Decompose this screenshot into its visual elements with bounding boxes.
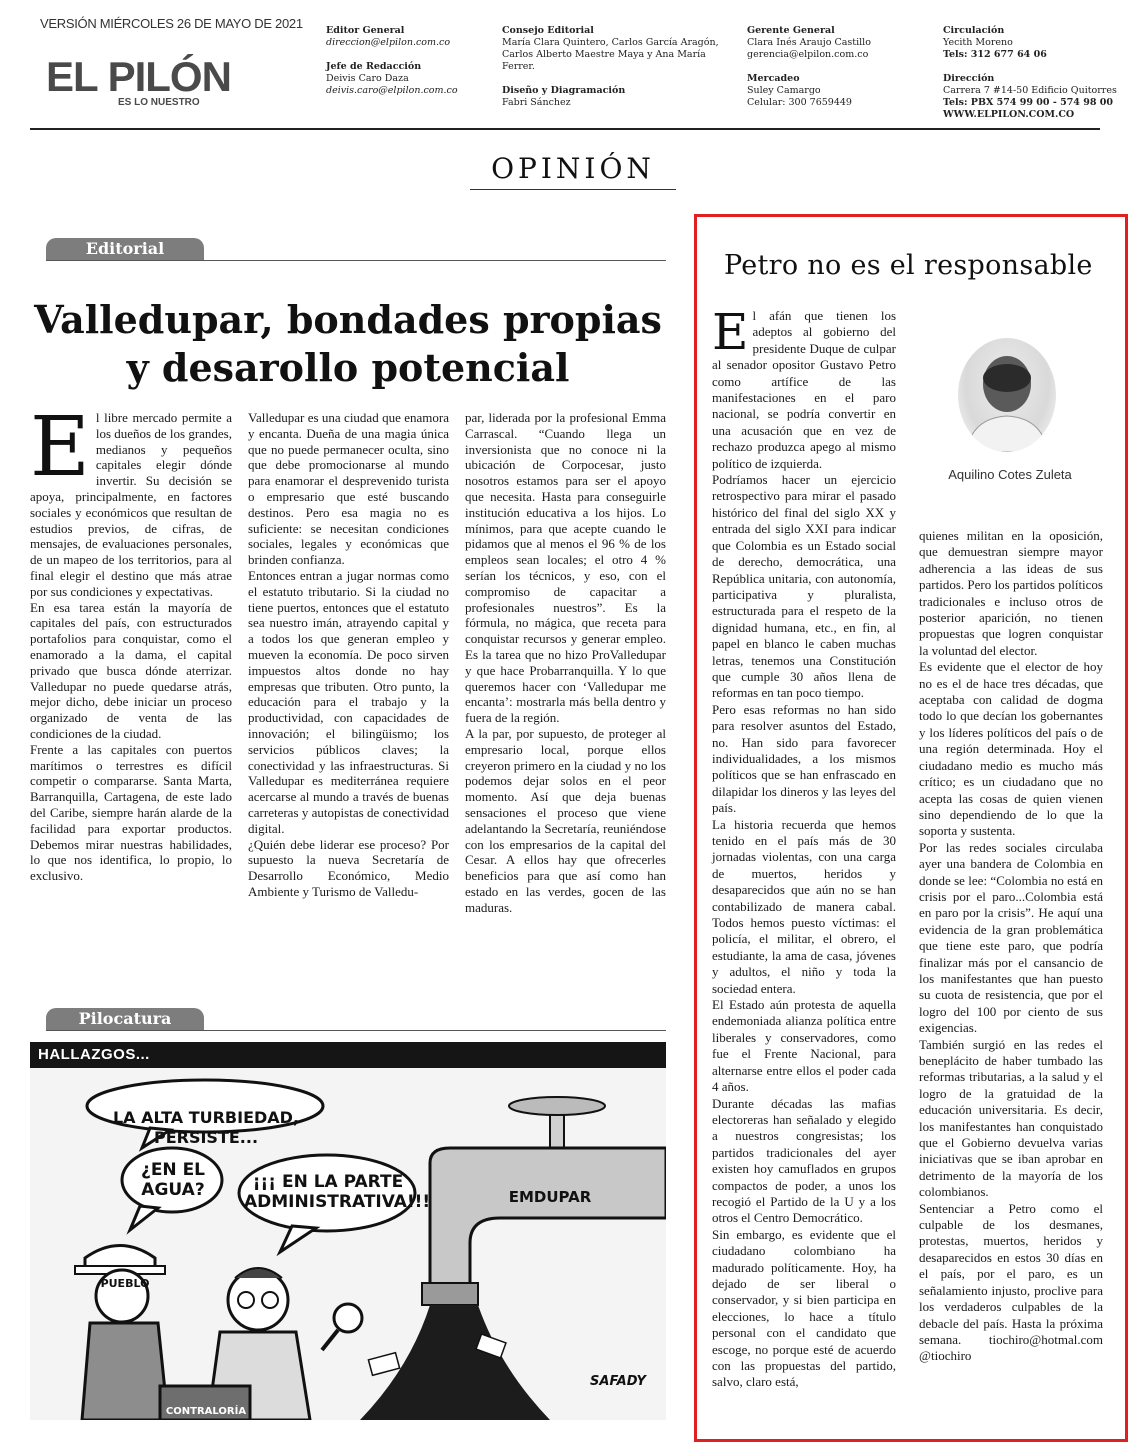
staff-role: Editor General bbox=[326, 25, 405, 36]
cap-label: PUEBLO bbox=[100, 1277, 150, 1290]
staff-email[interactable]: gerencia@elpilon.com.co bbox=[747, 49, 869, 60]
editorial-column-3 bbox=[465, 410, 666, 916]
paragraph: A la par, por supuesto, de proteger al empresario local, porque ellos creyeron primero en la ciudad y no los podemos dejar solos en el peor momento. Así que deja buenas sensaciones el proceso que viene adelantando la Secretaría, reuniéndose con los empresarios de la capital del Cesar. A ellos hay que ofrecerles beneficios para que así como han estado en las verdes, gocen de las maduras. bbox=[465, 725, 666, 915]
staff-name: Fabri Sánchez bbox=[502, 97, 571, 108]
paragraph: Sin embargo, es evidente que el ciudadano colombiano ha madurado políticamente. Hoy, ha dejado de ser liberal o conservador, y si bien participa en elecciones, lo hace a título personal con el candidato que escoge, no porque esté de acuerdo con las propuestas del partido, salvo, claro está, bbox=[712, 1226, 896, 1390]
edition-date: VERSIÓN MIÉRCOLES 26 DE MAYO DE 2021 bbox=[40, 16, 303, 31]
masthead-divider bbox=[30, 128, 1100, 130]
paragraph: El Estado aún protesta de aquella endemoniada alianza política entre liberales y conservadores, como fue el Frente Nacional, para alternarse entre ellos el poder cada 4 años. bbox=[712, 997, 896, 1095]
staff-email[interactable]: deivis.caro@elpilon.com.co bbox=[326, 85, 458, 96]
bubble-text-administrative: ¡¡¡ EN LA PARTE ADMINISTRATIVA!!! bbox=[244, 1172, 431, 1212]
bubble-text-turbidity: LA ALTA TURBIEDAD, PERSISTE... bbox=[112, 1108, 300, 1147]
editorial-headline: Valledupar, bondades propias y desarollo potencial bbox=[34, 297, 662, 390]
cartoonist-signature: SAFADY bbox=[590, 1374, 646, 1389]
author-photo bbox=[958, 338, 1056, 452]
paragraph: Sentenciar a Petro como el culpable de los desmanes, protestas, muertos, heridos y desaparecidos en estos 30 días en el país, por el paro, es un señalamiento injusto, proclive para los verdaderos culpables de la debacle del país. Hasta la próxima semana. tiochiro@hotmal.com @tiochiro bbox=[919, 1200, 1103, 1364]
paragraph: Por las redes sociales circulaba ayer una bandera de Colombia en donde se lee: “Colombia no está en crisis por el paro...Colombia está en paro por la crisis”. He aquí una evidencia de la gran problemática que tiene este paro, que podría finalizar más por el cansancio de los manifestantes que han puesto su cuota de resistencia, que por el logro del 100 por ciento de sus exigencias. bbox=[919, 839, 1103, 1036]
staff-phone: Tels: 312 677 64 06 bbox=[943, 49, 1047, 60]
paragraph: l afán que tienen los adeptos al gobierno del presidente Duque de culpar al senador opositor Gustavo Petro como artífice de las manifestaciones en el paro nacional, se podría convertir en una acusación que en vez de rechazo produzca apego al mismo político de izquierda. bbox=[712, 308, 896, 471]
staff-role: Consejo Editorial bbox=[502, 25, 594, 36]
staff-name: Yecith Moreno bbox=[943, 37, 1013, 48]
staff-name: Deivis Caro Daza bbox=[326, 73, 409, 84]
section-title: OPINIÓN bbox=[491, 152, 655, 185]
paragraph: También surgió en las redes el beneplácito de haber tumbado las reformas tributarias, a la salud y el logro de la gratuidad de la educación universitaria. Es decir, los manifestantes han conquistado que el Gobierno devuelva varias iniciativas que se iban aprobar en detrimento de la mayoría de los colombianos. bbox=[919, 1036, 1103, 1200]
cartoon-tab[interactable]: Pilocatura bbox=[46, 1008, 204, 1030]
paragraph: En esa tarea están la mayoría de capitales del país, con estructurados portafolios para conquistar, como el enamorado a la dama, el capital privado que busca dónde aterrizar. Valledupar no puede quedarse atrás, mejor dicho, debe iniciar un proceso organizado de venta de las condiciones de la ciudad. bbox=[30, 599, 232, 741]
staff-address: Carrera 7 #14-50 Edificio Quitorres bbox=[943, 85, 1117, 96]
magnifying-glass bbox=[334, 1304, 362, 1332]
staff-name: Carlos Alberto Maestre Maya y Ana María bbox=[502, 49, 706, 60]
editorial-column-1 bbox=[30, 400, 232, 884]
paragraph: La historia recuerda que hemos tenido en el país más de 30 jornadas violentas, con una carga de muertos, heridos y desaparecidos que aún no se han contabilizado de manera cabal. Todos hemos puesto víctimas: el policía, el militar, el obrero, el estudiante, la ama de casa, jóvenes y adultos, el niño y toda la sociedad entera. bbox=[712, 816, 896, 996]
editorial-tab-rule bbox=[46, 260, 666, 261]
author-name: Aquilino Cotes Zuleta bbox=[948, 467, 1072, 482]
cartoon-title: HALLAZGOS... bbox=[38, 1046, 150, 1063]
staff-name: María Clara Quintero, Carlos García Aragón, bbox=[502, 37, 719, 48]
staff-email[interactable]: direccion@elpilon.com.co bbox=[326, 37, 451, 48]
staff-column-contact bbox=[943, 25, 1117, 121]
newspaper-logo[interactable]: EL PILÓN bbox=[46, 53, 231, 100]
staff-phone: Tels: PBX 574 99 00 - 574 98 00 bbox=[943, 97, 1113, 108]
staff-role: Mercadeo bbox=[747, 73, 800, 84]
staff-role: Jefe de Redacción bbox=[326, 61, 422, 72]
staff-role: Circulación bbox=[943, 25, 1005, 36]
section-underline bbox=[470, 189, 676, 190]
staff-name: Clara Inés Araujo Castillo bbox=[747, 37, 871, 48]
paragraph: Durante décadas las mafias electoreras han señalado y elegido a nuestros congresistas; los partidos tradicionales del ayer existen hoy camuflados en grupos compactos de poder, a unos los recogió el Partido de la U y a los otros el Centro Democrático. bbox=[712, 1095, 896, 1226]
staff-role: Gerente General bbox=[747, 25, 835, 36]
pipe-label: EMDUPAR bbox=[508, 1188, 592, 1206]
staff-phone: Celular: 300 7659449 bbox=[747, 97, 852, 108]
staff-role: Dirección bbox=[943, 73, 995, 84]
paragraph: Entonces entran a jugar normas como el estatuto tributario. Si la ciudad no tiene puertos, entonces que el estatuto sea nuestro imán, atrayendo capital y a todos los que generan empleo y mueven la economía. De poco sirven impuestos altos donde no hay empresas que tributen. Otro punto, la educación para el trabajo y la productividad, con capacidades de innovación; el bilingüismo; los servicios públicos claves; la conectividad y las infraestructuras. Si Valledupar es mediterránea requiere acercarse al mundo a través de buenas carreteras y autopistas de conectividad digital. bbox=[248, 567, 449, 836]
opinion-column-1 bbox=[712, 303, 896, 1391]
paragraph: Frente a las capitales con puertos marítimos o terrestres es difícil competir o compararse. Santa Marta, Barranquilla, Cartagena, de este lado del Caribe, siempre harán alarde de la facilidad para exportar productos. Debemos mirar nuestras habilidades, lo que nos identifica, lo propio, lo exclusivo. bbox=[30, 741, 232, 884]
briefcase-label: CONTRALORÍA bbox=[165, 1406, 247, 1417]
paragraph: ¿Quién debe liderar ese proceso? Por supuesto la nueva Secretaría de Desarrollo Económico, Medio Ambiente y Turismo de Valledu- bbox=[248, 836, 449, 899]
paragraph: par, liderada por la profesional Emma Carrascal. “Cuando llega un inversionista que no conoce ni la ubicación de Corpocesar, justo nosotros estamos para ser el apoyo que necesita. Hasta para conseguirle institución educativa a los hijos. Lo mínimos, para que acepte cuando le pidamos que al menos el 96 % de los empleos sean locales; el otro 4 % serían los técnicos, y eso, con el compromiso de capacitar a profesionales nuestros”. Es la fórmula, no mágica, que receta para conquistar recursos y generar empleo. Es la tarea que no hizo ProValledupar y que hace Probarranquilla. Y lo que queremos hacer con ‘Valledupar me encanta’: mostrarla más bella dentro y fuera de la región. bbox=[465, 410, 666, 726]
website-link[interactable]: WWW.ELPILON.COM.CO bbox=[943, 109, 1075, 120]
editorial-column-2 bbox=[248, 410, 449, 900]
paragraph: Es evidente que el elector de hoy no es el de hace tres décadas, que aceptaba con calidad de dogma todo lo que decían los gobernantes y los líderes políticos del país o de una región determinada. Hoy el ciudadano medio es mucho más crítico; es un ciudadano que no acepta las cosas de quien vienen sino dependiendo de lo que la soporta y sustenta. bbox=[919, 659, 1103, 839]
staff-column-editorial bbox=[326, 25, 458, 97]
staff-role: Diseño y Diagramación bbox=[502, 85, 626, 96]
logo-tagline: ES LO NUESTRO bbox=[118, 97, 200, 108]
opinion-dropcap: E bbox=[712, 303, 749, 361]
bubble-text-water: ¿EN EL AGUA? bbox=[140, 1160, 206, 1200]
paragraph: Pero esas reformas no han sido para resolver asuntos del Estado, no. Han sido para favorecer individualidades, a los mismos políticos que se han enfrascado en dilapidar los dineros y las leyes del país. bbox=[712, 701, 896, 816]
paragraph: Valledupar es una ciudad que enamora y encanta. Dueña de una magia única que no puede permanecer oculta, sino que debe promocionarse al mundo para enamorar el desprevenido turista o empresario que esté buscando destinos. Pero esa magia no es suficiente: se necesitan condiciones sociales, legales y económicas que brinden confianza. bbox=[248, 410, 449, 568]
paragraph: l libre mercado permite a los dueños de los grandes, medianos y pequeños capitales elegir dónde invertir. Su decisión se apoya, principalmente, en factores sociales y económicos que resultan de estudios previos, de cifras, de mensajes, de evaluaciones personales, de un mapeo de los territorios, para al final elegir el destino que más atrae por sus condiciones y expectativas. bbox=[30, 410, 232, 599]
staff-column-council bbox=[502, 25, 719, 109]
paragraph: Podríamos hacer un ejercicio retrospectivo para mirar el pasado histórico del final del siglo XX y entrada del siglo XXI para indicar que Colombia es un Estado social de derecho, democrática, una República unitaria, con autonomía, participativa y pluralista, estructurada para el respeto de la dignidad humana, etc., en fin, al papel en blanco le caben muchas letras, tenemos una Constitución que cumple 30 años llena de reformas en tan poco tiempo. bbox=[712, 472, 896, 701]
staff-column-management bbox=[747, 25, 871, 109]
opinion-column-2 bbox=[919, 528, 1103, 1365]
staff-name: Suley Camargo bbox=[747, 85, 821, 96]
cartoon-tab-rule bbox=[46, 1030, 666, 1031]
editorial-tab[interactable]: Editorial bbox=[46, 238, 204, 260]
paragraph: quienes militan en la oposición, que demuestran siempre mayor adherencia a las ideas de sus partidos. Pero los partidos políticos tradicionales e incluso otros de posterior aparición, no tienen propuestas que logren conquistar la voluntad del elector. bbox=[919, 528, 1103, 658]
staff-name: Ferrer. bbox=[502, 61, 535, 72]
editorial-dropcap: E bbox=[30, 400, 90, 495]
editorial-cartoon[interactable] bbox=[30, 1042, 666, 1420]
opinion-headline: Petro no es el responsable bbox=[724, 250, 1093, 281]
